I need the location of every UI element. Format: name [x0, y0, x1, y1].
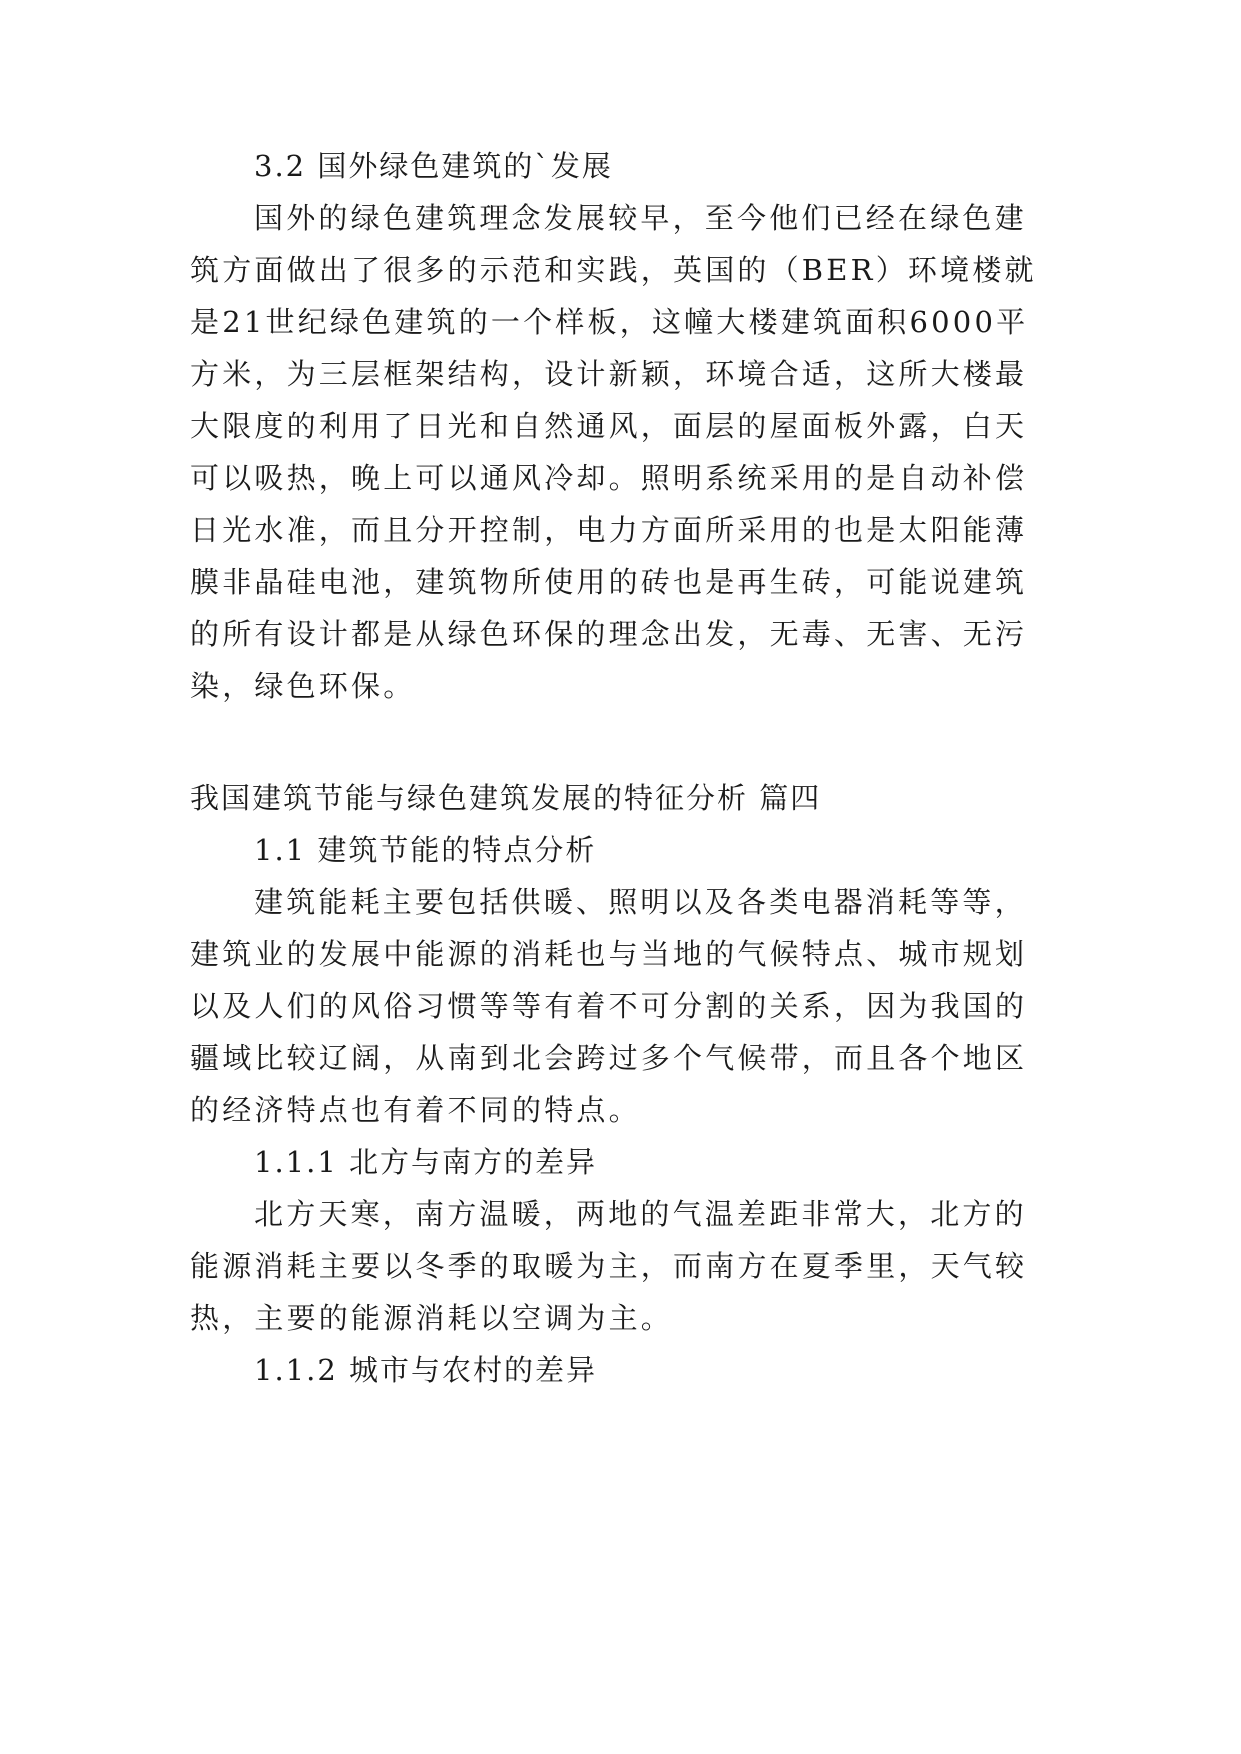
paragraph-line: 膜非晶硅电池，建筑物所使用的砖也是再生砖，可能说建筑 [190, 565, 1028, 599]
paragraph-line: 方米，为三层框架结构，设计新颖，环境合适，这所大楼最 [190, 357, 1028, 391]
section-heading-1-1-1: 1.1.1 北方与南方的差异 [254, 1145, 598, 1179]
paragraph-line: 筑方面做出了很多的示范和实践，英国的（BER）环境楼就 [190, 253, 1037, 287]
paragraph-line: 国外的绿色建筑理念发展较早，至今他们已经在绿色建 [254, 201, 1027, 235]
paragraph-line: 的所有设计都是从绿色环保的理念出发，无毒、无害、无污 [190, 617, 1028, 651]
section-heading-3-2: 3.2 国外绿色建筑的`发展 [254, 149, 613, 183]
paragraph-line: 北方天寒，南方温暖，两地的气温差距非常大，北方的 [254, 1197, 1027, 1231]
paragraph-line: 染，绿色环保。 [190, 669, 416, 703]
paragraph-line: 大限度的利用了日光和自然通风，面层的屋面板外露，白天 [190, 409, 1028, 443]
paragraph-line: 疆域比较辽阔，从南到北会跨过多个气候带，而且各个地区 [190, 1041, 1028, 1075]
paragraph-line: 建筑能耗主要包括供暖、照明以及各类电器消耗等等， [254, 885, 1027, 919]
paragraph-line: 以及人们的风俗习惯等等有着不可分割的关系，因为我国的 [190, 989, 1028, 1023]
paragraph-line: 热，主要的能源消耗以空调为主。 [190, 1301, 674, 1335]
paragraph-line: 建筑业的发展中能源的消耗也与当地的气候特点、城市规划 [190, 937, 1028, 971]
paragraph-line: 能源消耗主要以冬季的取暖为主，而南方在夏季里，天气较 [190, 1249, 1028, 1283]
section-heading-1-1-2: 1.1.2 城市与农村的差异 [254, 1353, 598, 1387]
paragraph-line: 日光水准，而且分开控制，电力方面所采用的也是太阳能薄 [190, 513, 1028, 547]
article-title: 我国建筑节能与绿色建筑发展的特征分析 篇四 [190, 781, 822, 815]
section-heading-1-1: 1.1 建筑节能的特点分析 [254, 833, 597, 867]
paragraph-line: 的经济特点也有着不同的特点。 [190, 1093, 641, 1127]
paragraph-line: 是21世纪绿色建筑的一个样板，这幢大楼建筑面积6000平 [190, 305, 1029, 339]
paragraph-line: 可以吸热，晚上可以通风冷却。照明系统采用的是自动补偿 [190, 461, 1028, 495]
